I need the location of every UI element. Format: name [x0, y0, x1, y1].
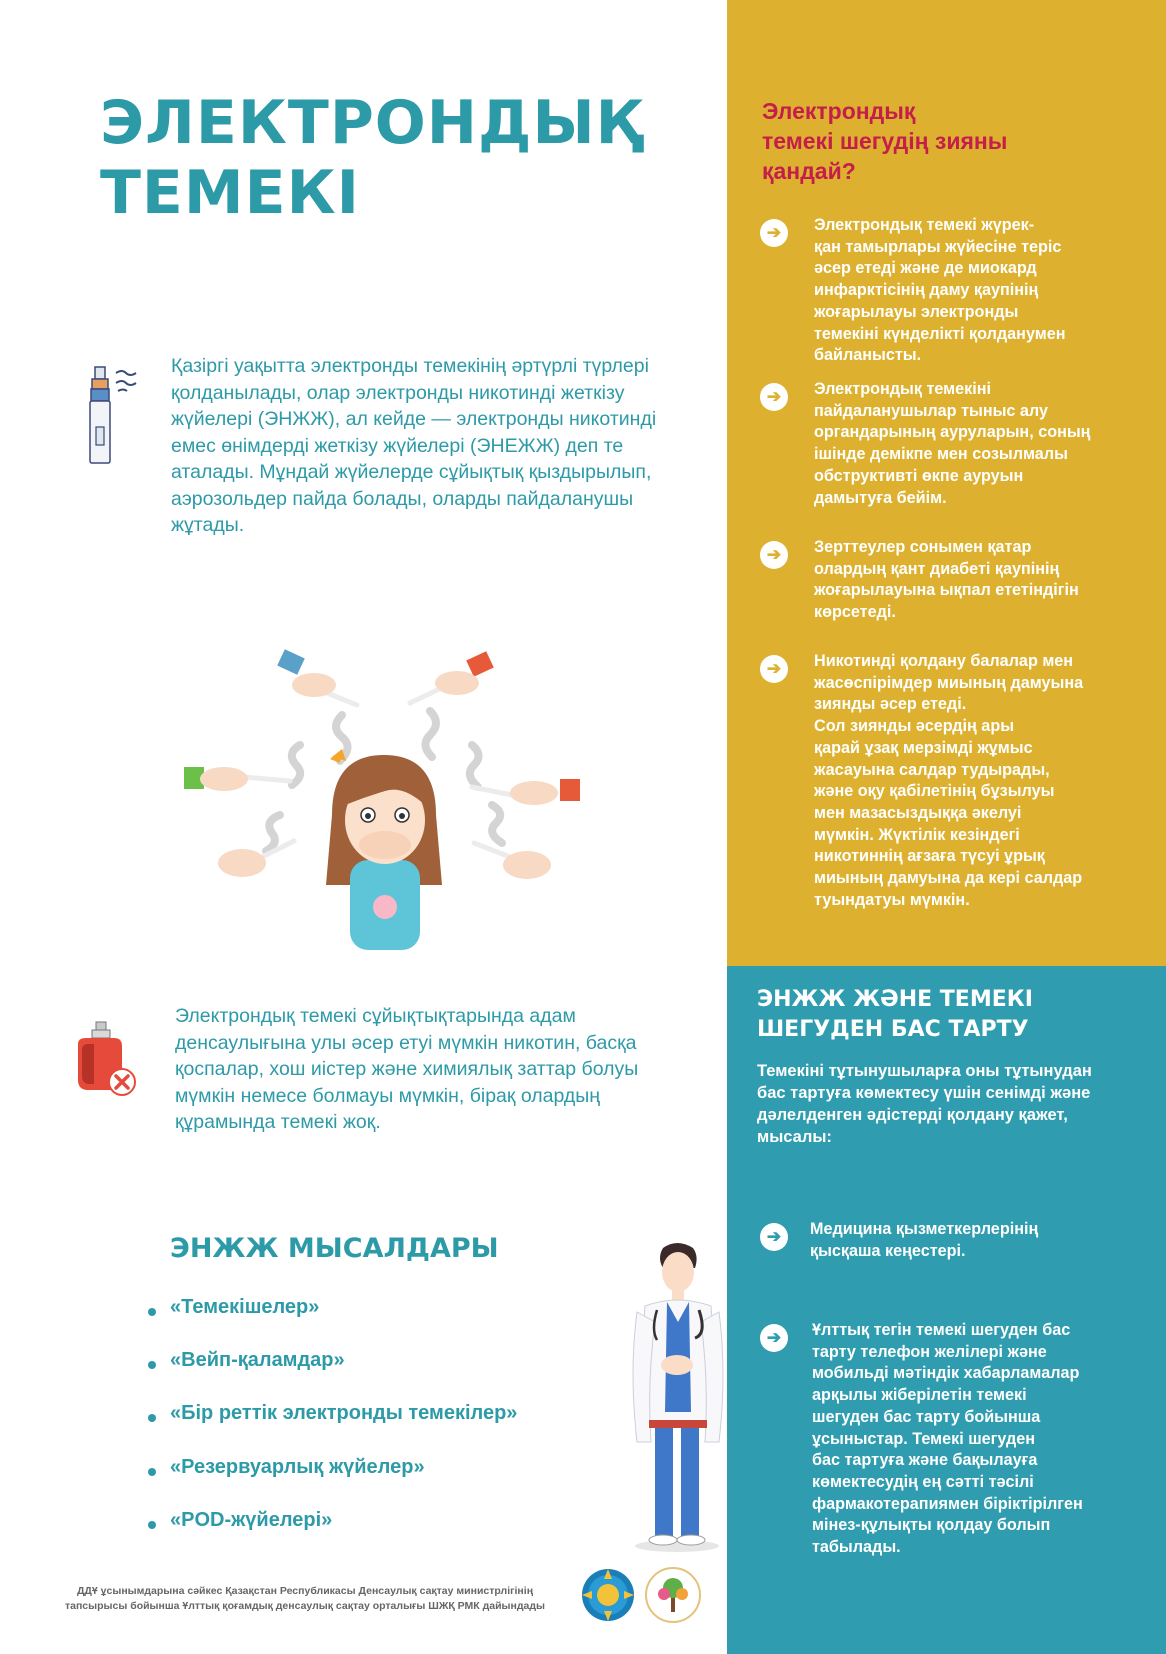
harm-heading: Электрондық темекі шегудің зияны қандай?	[762, 98, 1008, 184]
kazakhstan-emblem-icon	[580, 1566, 636, 1624]
list-item: «Резервуарлық жүйелер»	[148, 1455, 517, 1508]
arrow-right-icon: ➔	[760, 219, 788, 247]
doctor-illustration	[625, 1240, 735, 1555]
vape-pen-icon	[86, 365, 138, 465]
arrow-right-icon: ➔	[760, 1324, 788, 1352]
quit-intro: Темекіні тұтынушыларға оны тұтынудан бас тартуға көмектесу үшін сенімді және дәлелденген әдістерді қолдану қажет, мысалы:	[757, 1062, 1092, 1146]
footer-credit: ДДҰ ұсынымдарына сәйкес Қазақстан Республикасы Денсаулық сақтау министрлігінің тапсырысы бойынша Ұлттық қоғамдық денсаулық сақтау орталығы ШЖҚ РМК дайындады	[64, 1585, 546, 1612]
list-item: «Бір реттік электронды темекілер»	[148, 1401, 517, 1454]
examples-list	[148, 1295, 517, 1561]
bullet-dot	[148, 1468, 156, 1476]
liquid-paragraph: Электрондық темекі сұйықтықтарында адам денсаулығына улы әсер етуі мүмкін никотин, басқа қоспалар, хош иістер және химиялық заттар болуы мүмкін немесе болмауы мүмкін, бірақ олардың құрамында темекі жоқ.	[175, 1005, 639, 1133]
arrow-right-icon: ➔	[760, 655, 788, 683]
list-item: «POD-жүйелері»	[148, 1508, 517, 1561]
page-title: ЭЛЕКТРОНДЫҚ ТЕМЕКІ	[100, 88, 644, 228]
arrow-right-icon: ➔	[760, 541, 788, 569]
bullet-dot	[148, 1521, 156, 1529]
girl-smoke-illustration	[182, 645, 582, 955]
quit-heading: ЭНЖЖ ЖӘНЕ ТЕМЕКІ ШЕГУДЕН БАС ТАРТУ	[757, 987, 1033, 1042]
examples-title: ЭНЖЖ МЫСАЛДАРЫ	[170, 1233, 499, 1264]
list-item: «Вейп-қаламдар»	[148, 1348, 517, 1401]
bullet-dot	[148, 1361, 156, 1369]
health-center-logo-icon	[644, 1566, 702, 1624]
intro-paragraph: Қазіргі уақытта электронды темекінің әртүрлі түрлері қолданылады, олар электронды никотинді жеткізу жүйелері (ЭНЖЖ), ал кейде — электронды никотинді емес өнімдерді жеткізу жүйелері (ЭНЕЖЖ) деп те аталады. Мұндай жүйелерде сұйықтық қыздырылып, аэрозольдер пайда болады, оларды пайдаланушы жұтады.	[171, 355, 657, 536]
arrow-right-icon: ➔	[760, 1223, 788, 1251]
vape-liquid-icon	[70, 1020, 142, 1102]
arrow-right-icon: ➔	[760, 383, 788, 411]
bullet-dot	[148, 1308, 156, 1316]
bullet-dot	[148, 1414, 156, 1422]
list-item: «Темекішелер»	[148, 1295, 517, 1348]
